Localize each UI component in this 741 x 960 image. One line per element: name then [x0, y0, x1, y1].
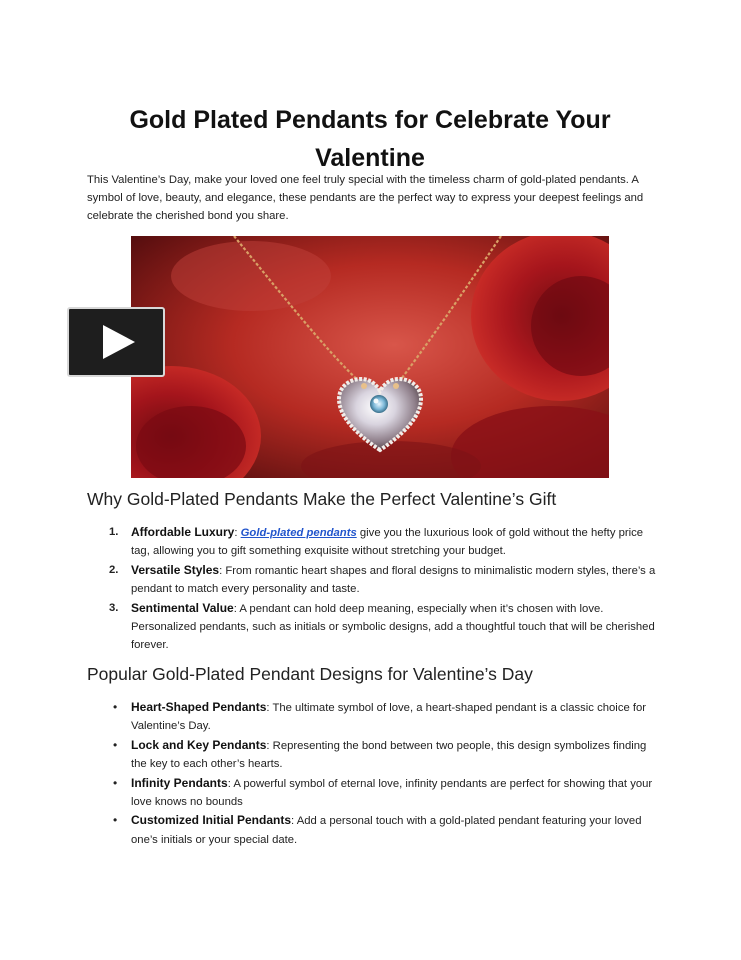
pendant-photo [131, 236, 609, 478]
list-item [100, 736, 660, 774]
bullet-marker: • [113, 775, 118, 790]
item-text: A pendant can hold deep meaning, especially when it’s chosen with love. Personalized pendants, such as initials or symbolic designs, add a thoughtful touch that will be cherished forever. [131, 602, 655, 652]
item-term: Heart-Shaped Pendants [131, 700, 267, 714]
intro-paragraph: This Valentine’s Day, make your loved one feel truly special with the timeless charm of gold-plated pendants. A symbol of love, beauty, and elegance, these pendants are the perfect way to express your deepest feelings and celebrate the cherished bond you share. [87, 174, 644, 223]
designs-list [100, 698, 660, 849]
reasons-list [100, 523, 660, 655]
list-number: 3. [109, 601, 119, 614]
item-text: From romantic heart shapes and floral designs to minimalistic modern styles, there’s a pendant to match every personality and taste. [131, 564, 656, 596]
item-term: Affordable Luxury [131, 525, 235, 539]
list-item [100, 561, 660, 599]
item-separator: : [266, 702, 273, 714]
section-heading-why: Why Gold-Plated Pendants Make the Perfect Valentine’s Gift [87, 489, 557, 509]
bullet-marker: • [113, 813, 118, 828]
item-separator: : [219, 564, 226, 577]
item-separator: : [233, 602, 240, 615]
list-item [100, 698, 660, 736]
item-text: A powerful symbol of eternal love, infinity pendants are perfect for showing that your love knows no bounds [131, 777, 653, 809]
item-separator: : [234, 527, 241, 539]
gold-plated-pendants-link[interactable]: Gold-plated pendants [240, 527, 357, 539]
item-text: The ultimate symbol of love, a heart-shaped pendant is a classic choice for Valentine’s Day. [131, 702, 647, 733]
item-text: Add a personal touch with a gold-plated pendant featuring your loved one’s initials or your special date. [131, 815, 642, 846]
list-number: 2. [109, 563, 119, 576]
hero-image [131, 236, 609, 478]
bullet-marker: • [113, 737, 118, 752]
item-term: Sentimental Value [131, 600, 234, 615]
item-separator: : [266, 739, 273, 752]
item-term: Lock and Key Pendants [131, 737, 267, 752]
list-item [100, 523, 660, 561]
item-separator: : [291, 815, 297, 828]
list-item [100, 599, 660, 655]
page-title: Gold Plated Pendants for Celebrate Your Valentine [129, 105, 611, 172]
bullet-marker: • [113, 700, 118, 714]
list-number: 1. [109, 526, 119, 538]
section-heading-popular: Popular Gold-Plated Pendant Designs for Valentine’s Day [87, 664, 533, 684]
item-term: Infinity Pendants [131, 775, 228, 790]
item-term: Customized Initial Pendants [131, 813, 292, 828]
video-play-button[interactable] [67, 307, 165, 377]
item-separator: : [227, 777, 234, 790]
list-item [100, 774, 660, 812]
item-term: Versatile Styles [131, 562, 220, 577]
list-item [100, 811, 660, 849]
play-icon [99, 323, 137, 361]
item-text: Representing the bond between two people, this design symbolizes finding the key to each other’s hearts. [131, 739, 647, 771]
item-text: give you the luxurious look of gold without the hefty price tag, allowing you to gift something exquisite without stretching your budget. [131, 527, 644, 558]
